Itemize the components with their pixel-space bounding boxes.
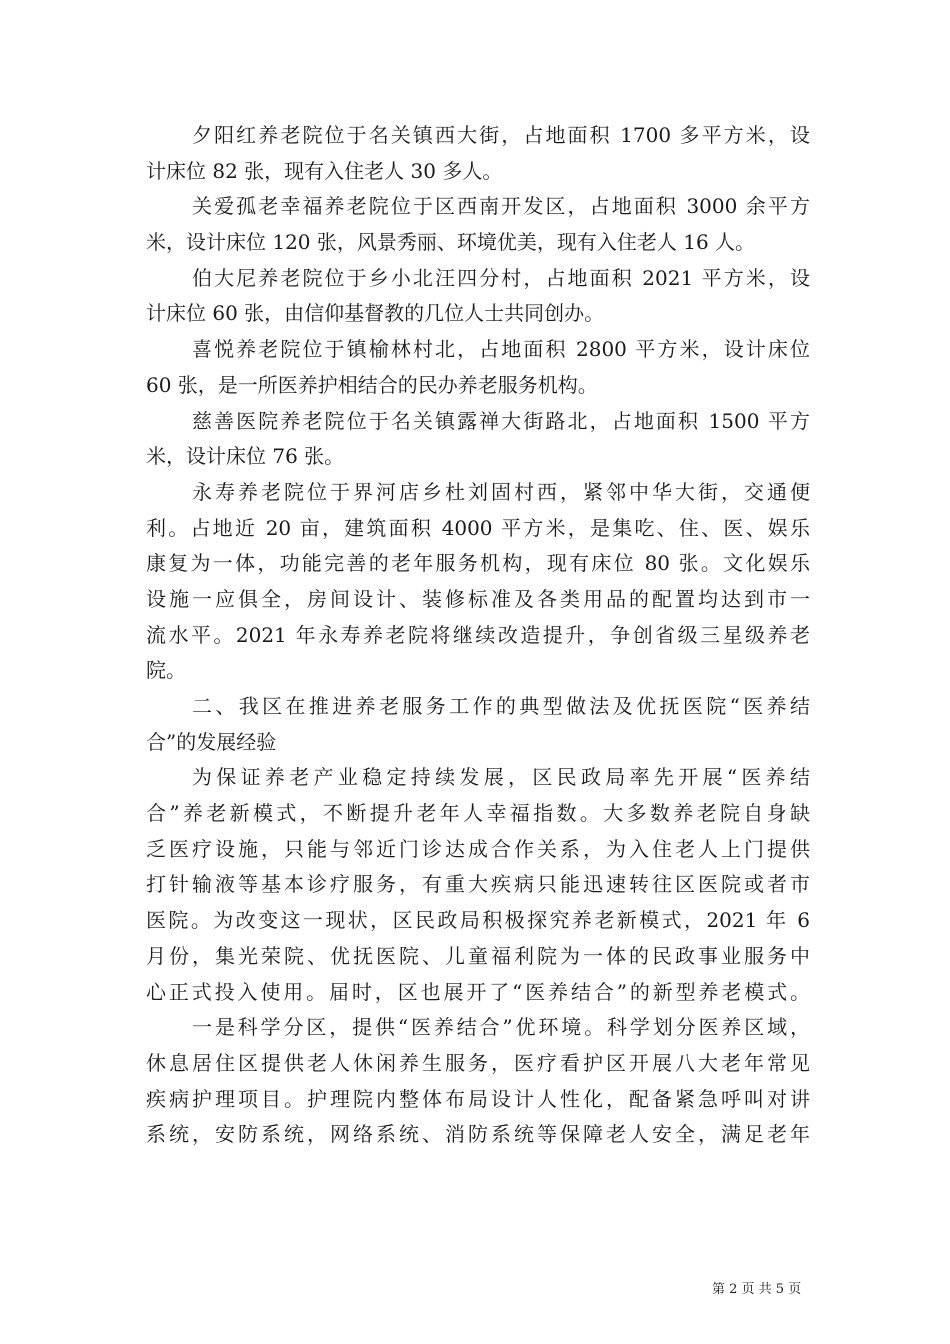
text-line: 关爱孤老幸福养老院位于区西南开发区，占地面积 3000 余平方 xyxy=(192,194,810,219)
text-line: 60 张，是一所医养护相结合的民办养老服务机构。 xyxy=(146,372,598,397)
paragraph xyxy=(146,404,810,475)
paragraph xyxy=(146,760,810,1010)
text-line: 合”的发展经验 xyxy=(146,729,277,754)
text-line: 乏医疗设施，只能与邻近门诊达成合作关系，为入住老人上门提供 xyxy=(146,836,810,861)
text-line: 米，设计床位 76 张。 xyxy=(146,444,345,469)
text-line: 慈善医院养老院位于名关镇露禅大街路北，占地面积 1500 平方 xyxy=(192,408,810,433)
text-line: 系统，安防系统，网络系统、消防系统等保障老人安全，满足老年 xyxy=(146,1122,810,1147)
page-number: 第 2 页 共 5 页 xyxy=(712,1282,802,1297)
section-heading xyxy=(146,689,810,760)
text-line: 永寿养老院位于界河店乡杜刘固村西，紧邻中华大街，交通便 xyxy=(192,479,810,504)
text-line: 休息居住区提供老人休闲养生服务，医疗看护区开展八大老年常见 xyxy=(146,1050,810,1075)
text-line: 康复为一体，功能完善的老年服务机构，现有床位 80 张。文化娱乐 xyxy=(146,551,810,576)
text-line: 利。占地近 20 亩，建筑面积 4000 平方米，是集吃、住、医、娱乐 xyxy=(146,515,810,540)
text-line: 二、我区在推进养老服务工作的典型做法及优抚医院“医养结 xyxy=(192,694,810,718)
paragraph xyxy=(146,1010,810,1153)
paragraph xyxy=(146,261,810,332)
paragraph xyxy=(146,189,810,260)
text-line: 合”养老新模式，不断提升老年人幸福指数。大多数养老院自身缺 xyxy=(146,801,810,826)
text-line: 计床位 82 张，现有入住老人 30 多人。 xyxy=(146,158,503,183)
text-line: 一是科学分区，提供“医养结合”优环境。科学划分医养区域， xyxy=(192,1015,810,1040)
text-line: 设施一应俱全，房间设计、装修标准及各类用品的配置均达到市一 xyxy=(146,586,810,611)
text-line: 计床位 60 张，由信仰基督教的几位人士共同创办。 xyxy=(146,301,605,326)
text-line: 米，设计床位 120 张，风景秀丽、环境优美，现有入住老人 16 人。 xyxy=(146,230,756,255)
document-body xyxy=(146,118,810,1153)
text-line: 为保证养老产业稳定持续发展，区民政局率先开展“医养结 xyxy=(192,765,810,790)
text-line: 打针输液等基本诊疗服务，有重大疾病只能迅速转往区医院或者市 xyxy=(146,872,810,897)
text-line: 医院。为改变这一现状，区民政局积极探究养老新模式，2021 年 6 xyxy=(146,908,810,933)
text-line: 喜悦养老院位于镇榆林村北，占地面积 2800 平方米，设计床位 xyxy=(192,337,810,362)
text-line: 夕阳红养老院位于名关镇西大街，占地面积 1700 多平方米，设 xyxy=(192,123,810,147)
text-line: 流水平。2021 年永寿养老院将继续改造提升，争创省级三星级养老 xyxy=(146,622,810,647)
text-line: 心正式投入使用。届时，区也展开了“医养结合”的新型养老模式。 xyxy=(146,979,810,1004)
text-line: 伯大尼养老院位于乡小北汪四分村，占地面积 2021 平方米，设 xyxy=(192,265,810,290)
paragraph xyxy=(146,475,810,689)
text-line: 疾病护理项目。护理院内整体布局设计人性化，配备紧急呼叫对讲 xyxy=(146,1086,810,1111)
paragraph xyxy=(146,332,810,403)
text-line: 院。 xyxy=(146,658,186,683)
text-line: 月份，集光荣院、优抚医院、儿童福利院为一体的民政事业服务中 xyxy=(146,943,810,968)
paragraph xyxy=(146,118,810,189)
